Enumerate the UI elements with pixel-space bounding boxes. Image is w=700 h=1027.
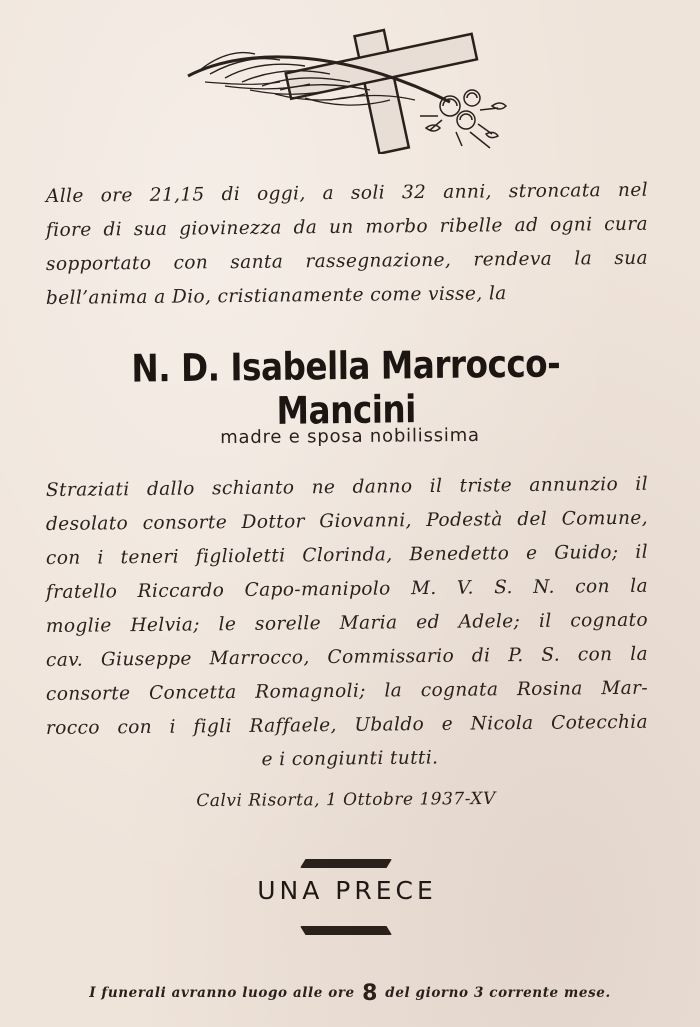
divider-bar-top xyxy=(300,859,392,868)
mourners-line: cav. Giuseppe Marrocco, Commissario di P. S. con la xyxy=(45,643,649,671)
mourners-line: e i congiunti tutti. xyxy=(261,747,439,771)
funeral-notice-text: I funerali avranno luogo alle ore xyxy=(89,985,355,1001)
mourners-line: rocco con i figli Raffaele, Ubaldo e Nicola Cotecchia xyxy=(45,711,649,739)
mourners-line: moglie Helvia; le sorelle Maria ed Adele; il cognato xyxy=(45,609,649,637)
cross-with-palm-and-roses-icon xyxy=(180,24,520,154)
announcement-line: fiore di sua giovinezza da un morbo ribelle ad ogni cura xyxy=(45,213,649,241)
deceased-subtitle: madre e sposa nobilissima xyxy=(220,424,480,449)
mourners-line: consorte Concetta Romagnoli; la cognata Rosina Mar- xyxy=(45,677,649,705)
mourners-line: con i teneri figlioletti Clorinda, Benedetto e Guido; il xyxy=(45,541,649,569)
announcement-line: bell’anima a Dio, cristianamente come visse, la xyxy=(45,283,507,309)
funeral-notice xyxy=(0,981,700,1006)
announcement-line: sopportato con santa rassegnazione, rendeva la sua xyxy=(45,247,649,275)
announcement-line: Alle ore 21,15 di oggi, a soli 32 anni, stroncata nel xyxy=(45,179,649,207)
funeral-hour: 8 xyxy=(362,981,378,1006)
deceased-name: N. D. Isabella Marrocco-Mancini xyxy=(131,341,561,433)
mourners-line: fratello Riccardo Capo-manipolo M. V. S. N. con la xyxy=(45,575,649,603)
funeral-notice-text-end: del giorno 3 corrente mese. xyxy=(385,985,611,1001)
place-and-date: Calvi Risorta, 1 Ottobre 1937-XV xyxy=(196,788,496,812)
mourners-line: desolato consorte Dottor Giovanni, Podestà del Comune, xyxy=(45,507,649,535)
divider-bar-bottom xyxy=(300,926,392,935)
mourners-line: Straziati dallo schianto ne danno il triste annunzio il xyxy=(45,473,649,501)
prayer-request: UNA PRECE xyxy=(257,876,437,905)
